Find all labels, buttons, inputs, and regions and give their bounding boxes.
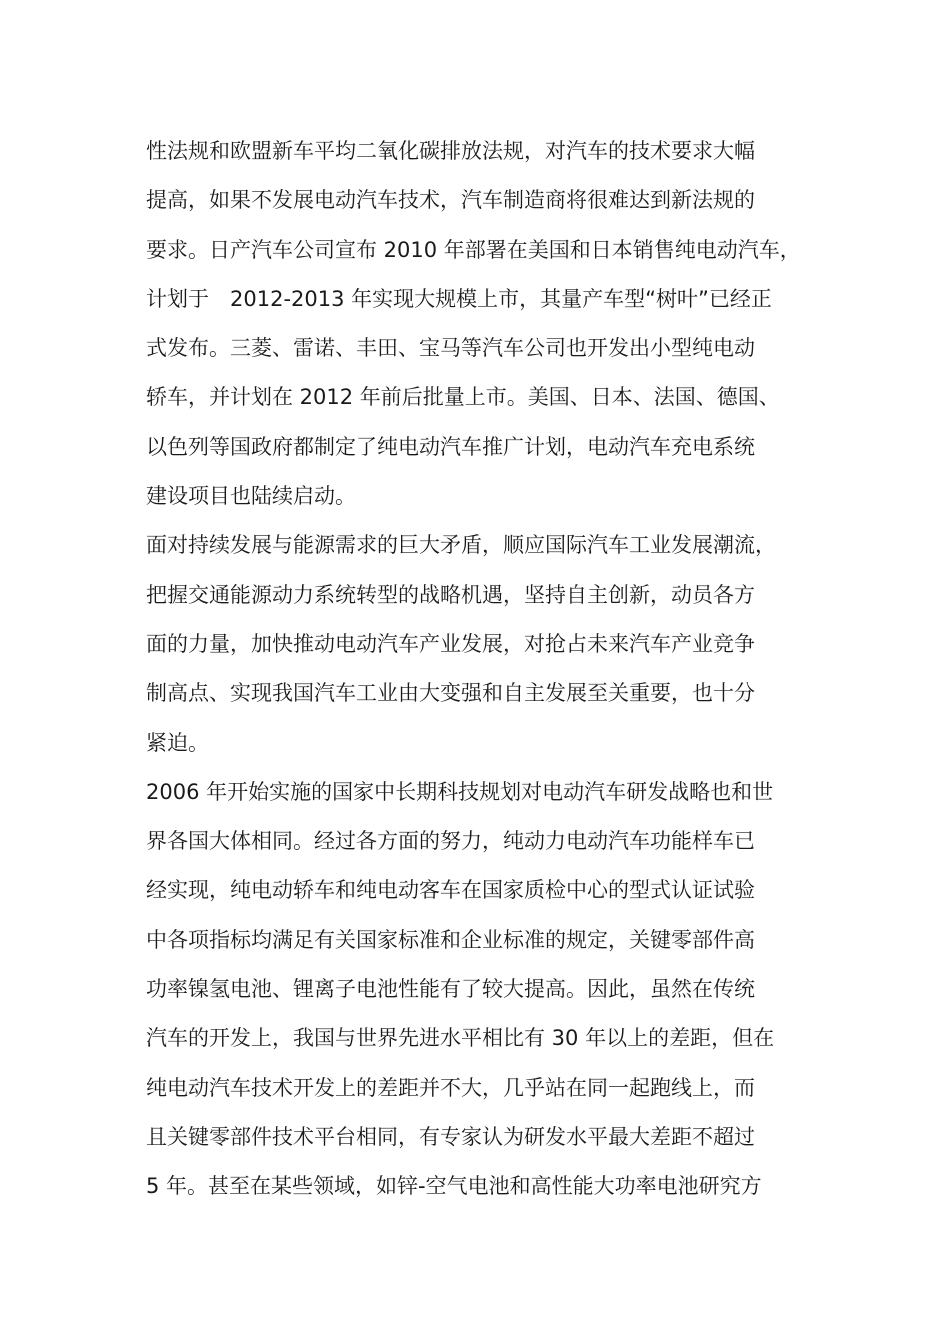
text-line: 功率镍氢电池、锂离子电池性能有了较大提高。因此，虽然在传统 (146, 977, 755, 1002)
text-line: 建设项目也陆续启动。 (146, 484, 356, 509)
text-line: 纯电动汽车技术开发上的差距并不大，几乎站在同一起跑线上，而 (146, 1075, 755, 1100)
paragraph-3 (146, 768, 810, 1212)
text-line: 汽车的开发上，我国与世界先进水平相比有 30 年以上的差距，但在 (146, 1026, 775, 1051)
text-line: 5 年。甚至在某些领域，如锌-空气电池和高性能大功率电池研究方 (146, 1174, 762, 1199)
paragraph-2 (146, 521, 810, 767)
text-line: 面的力量，加快推动电动汽车产业发展，对抢占未来汽车产业竞争 (146, 631, 755, 656)
text-line: 把握交通能源动力系统转型的战略机遇，坚持自主创新，动员各方 (146, 582, 755, 607)
text-line: 提高，如果不发展电动汽车技术，汽车制造商将很难达到新法规的 (146, 188, 755, 213)
text-line: 经实现，纯电动轿车和纯电动客车在国家质检中心的型式认证试验 (146, 878, 755, 903)
paragraph-1 (146, 127, 810, 521)
text-line: 制高点、实现我国汽车工业由大变强和自主发展至关重要，也十分 (146, 681, 755, 706)
text-line: 中各项指标均满足有关国家标准和企业标准的规定，关键零部件高 (146, 927, 755, 952)
text-line: 以色列等国政府都制定了纯电动汽车推广计划，电动汽车充电系统 (146, 434, 755, 459)
text-line: 界各国大体相同。经过各方面的努力，纯动力电动汽车功能样车已 (146, 829, 755, 854)
text-line: 计划于 2012-2013 年实现大规模上市，其量产车型“树叶”已经正 (146, 286, 772, 311)
document-body (146, 127, 810, 1212)
text-line: 面对持续发展与能源需求的巨大矛盾，顺应国际汽车工业发展潮流， (146, 533, 776, 558)
text-line: 轿车，并计划在 2012 年前后批量上市。美国、日本、法国、德国、 (146, 385, 780, 410)
text-line: 式发布。三菱、雷诺、丰田、宝马等汽车公司也开发出小型纯电动 (146, 336, 755, 361)
text-line: 要求。日产汽车公司宣布 2010 年部署在美国和日本销售纯电动汽车， (146, 237, 801, 262)
text-line: 紧迫。 (146, 730, 209, 755)
text-line: 性法规和欧盟新车平均二氧化碳排放法规，对汽车的技术要求大幅 (146, 139, 755, 163)
text-line: 2006 年开始实施的国家中长期科技规划对电动汽车研发战略也和世 (146, 779, 774, 804)
text-line: 且关键零部件技术平台相同，有专家认为研发水平最大差距不超过 (146, 1124, 755, 1149)
